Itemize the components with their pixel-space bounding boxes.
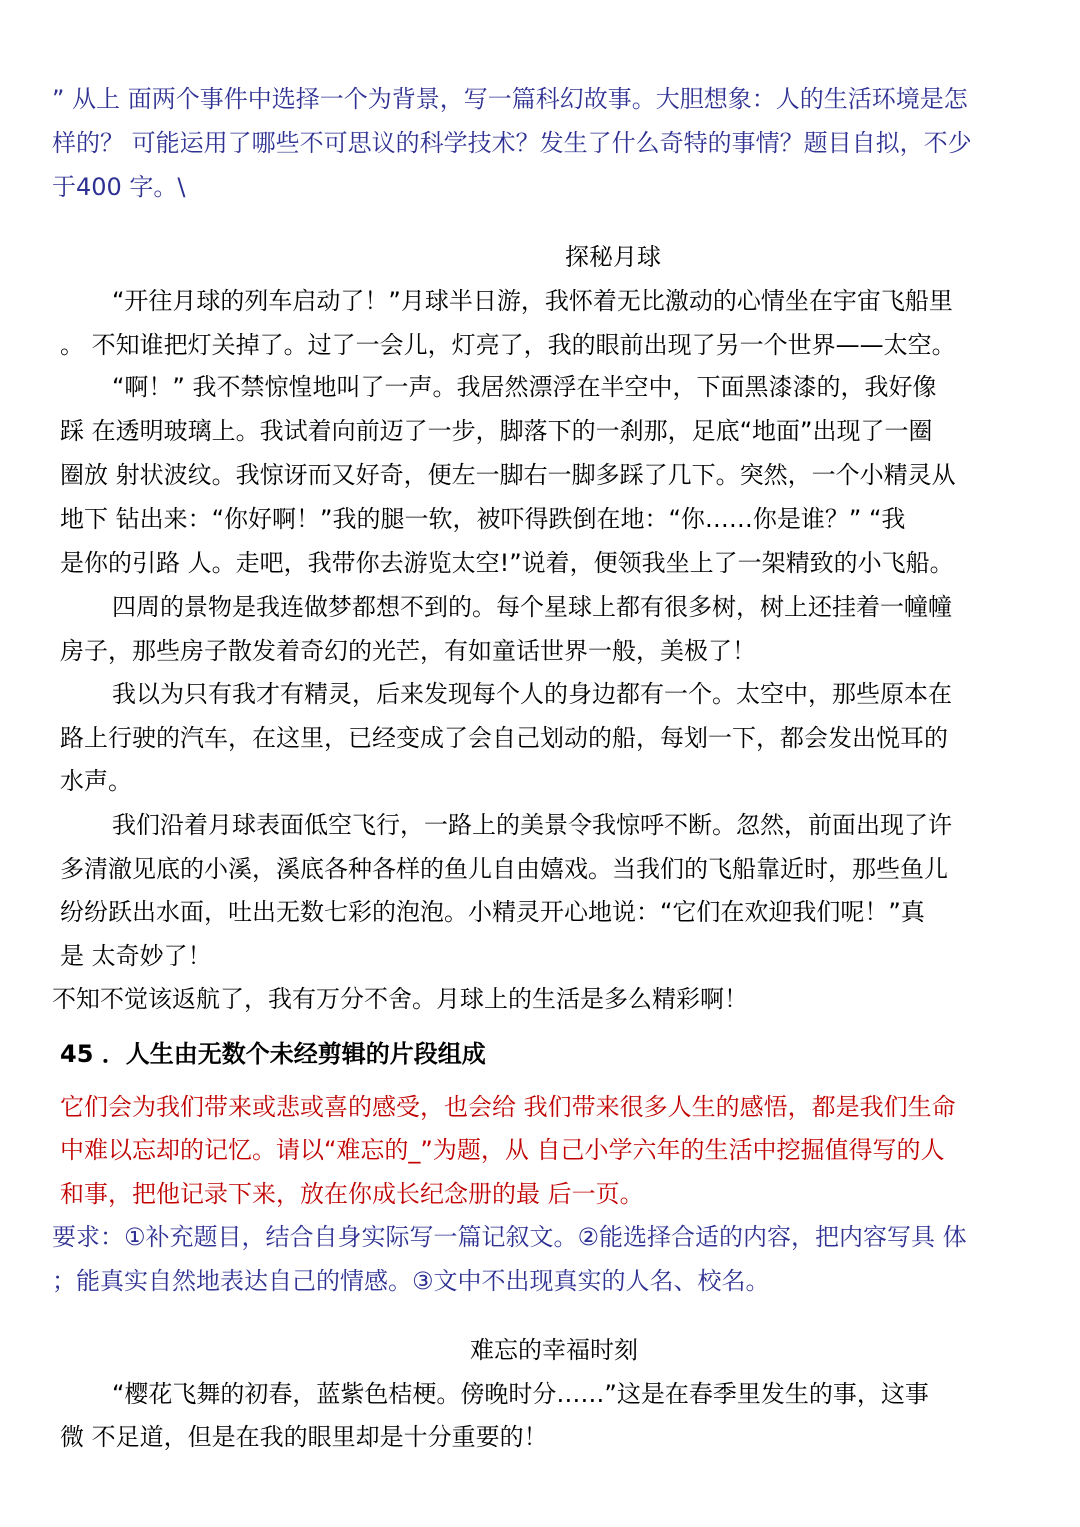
- essay1-line: “啊！” 我不禁惊惶地叫了一声。我居然漂浮在半空中，下面黑漆漆的，我好像: [112, 373, 937, 401]
- essay1-line: 是 太奇妙了！: [60, 942, 212, 970]
- question45-blue-line: 要求：①补充题目，结合自身实际写一篇记叙文。②能选择合适的内容，把内容写具 体: [52, 1223, 967, 1251]
- essay1-line: “开往月球的列车启动了！”月球半日游，我怀着无比激动的心情坐在宇宙飞船里: [112, 287, 953, 315]
- question45-blue-line: ；能真实自然地表达自己的情感。③文中不出现真实的人名、校名。: [52, 1267, 770, 1295]
- essay1-line: 我们沿着月球表面低空飞行，一路上的美景令我惊呼不断。忽然，前面出现了许: [112, 811, 952, 839]
- essay1-line: 水声。: [60, 767, 132, 795]
- essay1-line: 路上行驶的汽车，在这里，已经变成了会自己划动的船，每划一下，都会发出悦耳的: [60, 724, 948, 752]
- prompt1-line: 样的？ 可能运用了哪些不可思议的科学技术？发生了什么奇特的事情？题目自拟，不少: [52, 129, 972, 157]
- essay1-line: 房子，那些房子散发着奇幻的光芒，有如童话世界一般，美极了！: [60, 637, 756, 665]
- prompt1-line: ” 从上 面两个事件中选择一个为背景，写一篇科幻故事。大胆想象：人的生活环境是怎: [52, 85, 968, 113]
- question45-heading: 45 ．人生由无数个未经剪辑的片段组成: [60, 1040, 486, 1068]
- essay2-line: 微 不足道，但是在我的眼里却是十分重要的！: [60, 1423, 548, 1451]
- essay1-line: 踩 在透明玻璃上。我试着向前迈了一步，脚落下的一刹那，足底“地面”出现了一圈: [60, 417, 933, 445]
- essay1-line: 多清澈见底的小溪，溪底各种各样的鱼儿自由嬉戏。当我们的飞船靠近时，那些鱼儿: [60, 855, 948, 883]
- essay1-line: 纷纷跃出水面，吐出无数七彩的泡泡。小精灵开心地说：“它们在欢迎我们呢！”真: [60, 898, 925, 926]
- essay1-line: 地下 钻出来：“你好啊！”我的腿一软，被吓得跌倒在地：“你……你是谁？” “我: [60, 505, 906, 533]
- essay2-line: “樱花飞舞的初春，蓝紫色桔梗。傍晚时分……”这是在春季里发生的事，这事: [112, 1380, 929, 1408]
- question45-red-line: 中难以忘却的记忆。请以“难忘的_”为题，从 自己小学六年的生活中挖掘值得写的人: [60, 1136, 945, 1164]
- essay1-line: 四周的景物是我连做梦都想不到的。每个星球上都有很多树，树上还挂着一幢幢: [112, 593, 952, 621]
- essay1-line: 。 不知谁把灯关掉了。过了一会儿，灯亮了，我的眼前出现了另一个世界——太空。: [60, 331, 956, 359]
- essay1-line: 是你的引路 人。走吧，我带你去游览太空!”说着，便领我坐上了一架精致的小飞船。: [60, 549, 954, 577]
- question45-red-line: 它们会为我们带来或悲或喜的感受，也会给 我们带来很多人生的感悟，都是我们生命: [60, 1093, 956, 1121]
- prompt1-line: 于400 字。\: [52, 173, 186, 201]
- essay1-line: 不知不觉该返航了，我有万分不舍。月球上的生活是多么精彩啊！: [52, 985, 748, 1013]
- essay2-title: 难忘的幸福时刻: [470, 1336, 638, 1364]
- question45-red-line: 和事，把他记录下来，放在你成长纪念册的最 后一页。: [60, 1180, 644, 1208]
- essay1-title: 探秘月球: [565, 243, 661, 271]
- essay1-line: 圈放 射状波纹。我惊讶而又好奇，便左一脚右一脚多踩了几下。突然，一个小精灵从: [60, 461, 956, 489]
- essay1-line: 我以为只有我才有精灵，后来发现每个人的身边都有一个。太空中，那些原本在: [112, 680, 952, 708]
